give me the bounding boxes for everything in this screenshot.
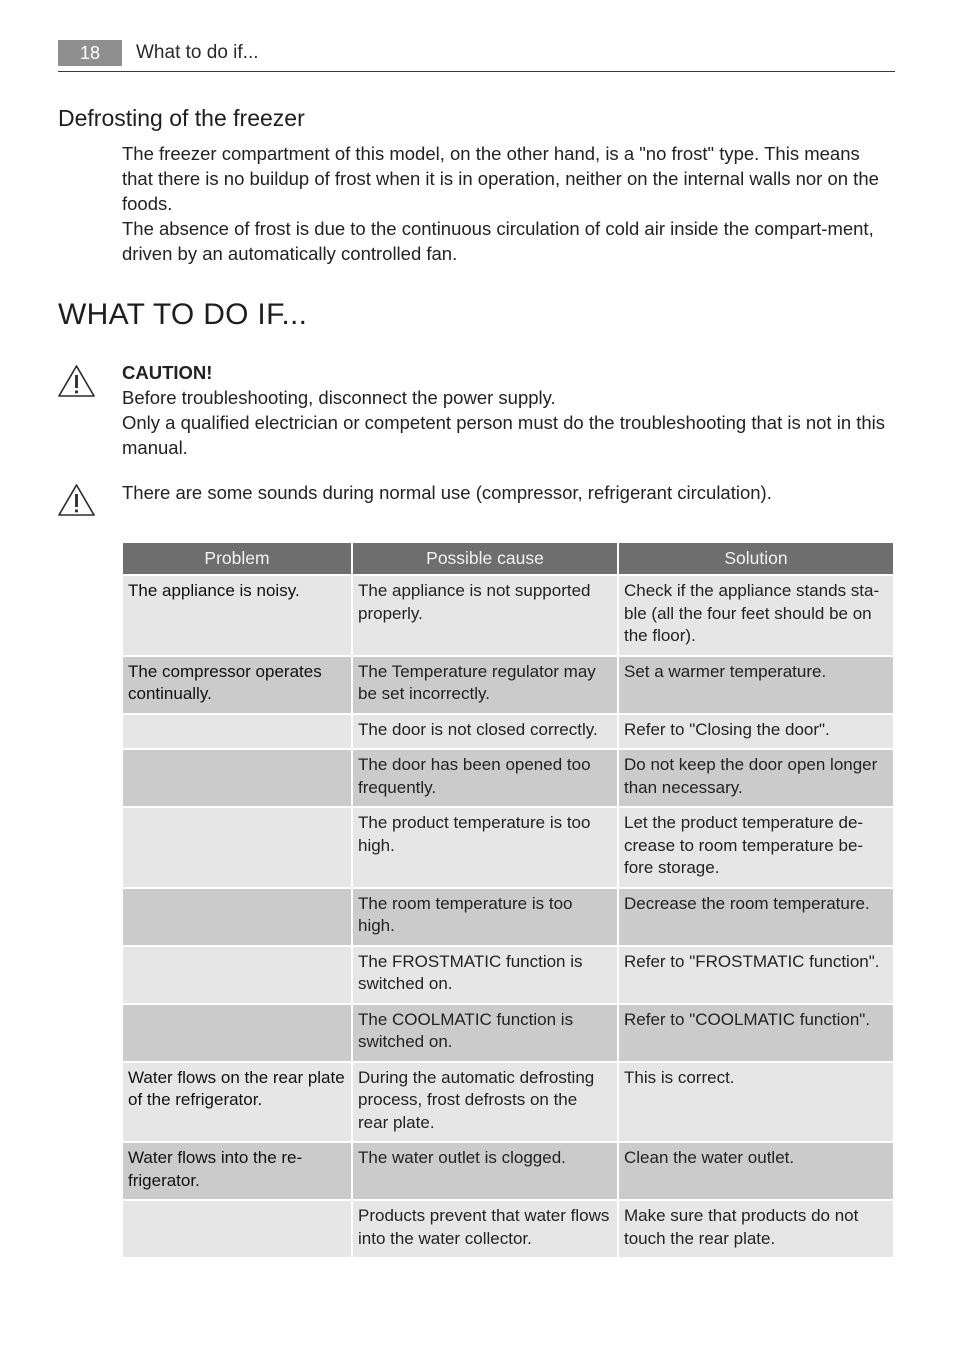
solution-cell: Refer to "Closing the door". — [619, 715, 893, 749]
warning-triangle-icon — [57, 483, 96, 517]
warning-triangle-icon — [57, 364, 96, 398]
cause-cell: The water outlet is clogged. — [353, 1143, 617, 1199]
solution-cell: Make sure that products do not touch the rear plate. — [619, 1201, 893, 1257]
cause-cell: The Temperature regulator may be set incorrectly. — [353, 657, 617, 713]
page-number-badge: 18 — [58, 40, 122, 66]
table-row — [123, 1005, 893, 1061]
caution-line-1: Before troubleshooting, disconnect the power supply. — [122, 387, 556, 408]
defrost-heading: Defrosting of the freezer — [58, 105, 305, 131]
troubleshooting-table — [121, 541, 895, 1259]
cause-cell: The product temperature is too high. — [353, 808, 617, 887]
caution-label: CAUTION! — [122, 362, 213, 383]
cause-cell: During the automatic defrosting process, frost defrosts on the rear plate. — [353, 1063, 617, 1142]
page-header — [58, 40, 895, 72]
table-row — [123, 715, 893, 749]
problem-cell — [123, 889, 351, 945]
cause-cell: The room temperature is too high. — [353, 889, 617, 945]
solution-cell: Refer to "COOLMATIC function". — [619, 1005, 893, 1061]
cause-cell: The FROSTMATIC function is switched on. — [353, 947, 617, 1003]
cause-cell: Products prevent that water flows into the water collector. — [353, 1201, 617, 1257]
problem-cell — [123, 1201, 351, 1257]
solution-cell: Check if the appliance stands sta-ble (all the four feet should be on the floor). — [619, 576, 893, 655]
problem-cell: The appliance is noisy. — [123, 576, 351, 655]
cause-cell: The appliance is not supported properly. — [353, 576, 617, 655]
solution-cell: Let the product temperature de-crease to room temperature be-fore storage. — [619, 808, 893, 887]
section-title: WHAT TO DO IF... — [58, 298, 308, 331]
solution-cell: Do not keep the door open longer than necessary. — [619, 750, 893, 806]
problem-cell: The compressor operates continually. — [123, 657, 351, 713]
problem-cell: Water flows into the re-frigerator. — [123, 1143, 351, 1199]
table-row — [123, 889, 893, 945]
solution-cell: Decrease the room temperature. — [619, 889, 893, 945]
table-row — [123, 750, 893, 806]
defrost-paragraph-2: The absence of frost is due to the continuous circulation of cold air inside the compart-ment, driven by an automatically controlled fan. — [122, 218, 874, 264]
solution-cell: Set a warmer temperature. — [619, 657, 893, 713]
running-header-title: What to do if... — [136, 42, 259, 63]
column-header-problem: Problem — [123, 543, 351, 574]
problem-cell — [123, 808, 351, 887]
problem-cell — [123, 715, 351, 749]
table-row — [123, 1143, 893, 1199]
solution-cell: This is correct. — [619, 1063, 893, 1142]
solution-cell: Refer to "FROSTMATIC function". — [619, 947, 893, 1003]
table-header-row — [123, 543, 893, 574]
problem-cell — [123, 750, 351, 806]
table-row — [123, 576, 893, 655]
table-row — [123, 808, 893, 887]
defrost-paragraph-1: The freezer compartment of this model, on the other hand, is a "no frost" type. This means that there is no buildup of frost when it is in operation, neither on the internal walls nor on the foods. — [122, 143, 879, 214]
table-row — [123, 947, 893, 1003]
table-row — [123, 657, 893, 713]
table-row — [123, 1063, 893, 1142]
problem-cell — [123, 947, 351, 1003]
cause-cell: The door is not closed correctly. — [353, 715, 617, 749]
sounds-note: There are some sounds during normal use (compressor, refrigerant circulation). — [122, 482, 772, 503]
table-row — [123, 1201, 893, 1257]
cause-cell: The door has been opened too frequently. — [353, 750, 617, 806]
solution-cell: Clean the water outlet. — [619, 1143, 893, 1199]
caution-block — [122, 360, 894, 460]
problem-cell — [123, 1005, 351, 1061]
cause-cell: The COOLMATIC function is switched on. — [353, 1005, 617, 1061]
problem-cell: Water flows on the rear plate of the refrigerator. — [123, 1063, 351, 1142]
column-header-cause: Possible cause — [353, 543, 617, 574]
column-header-solution: Solution — [619, 543, 893, 574]
caution-line-2: Only a qualified electrician or competent person must do the troubleshooting that is not in this manual. — [122, 412, 886, 458]
